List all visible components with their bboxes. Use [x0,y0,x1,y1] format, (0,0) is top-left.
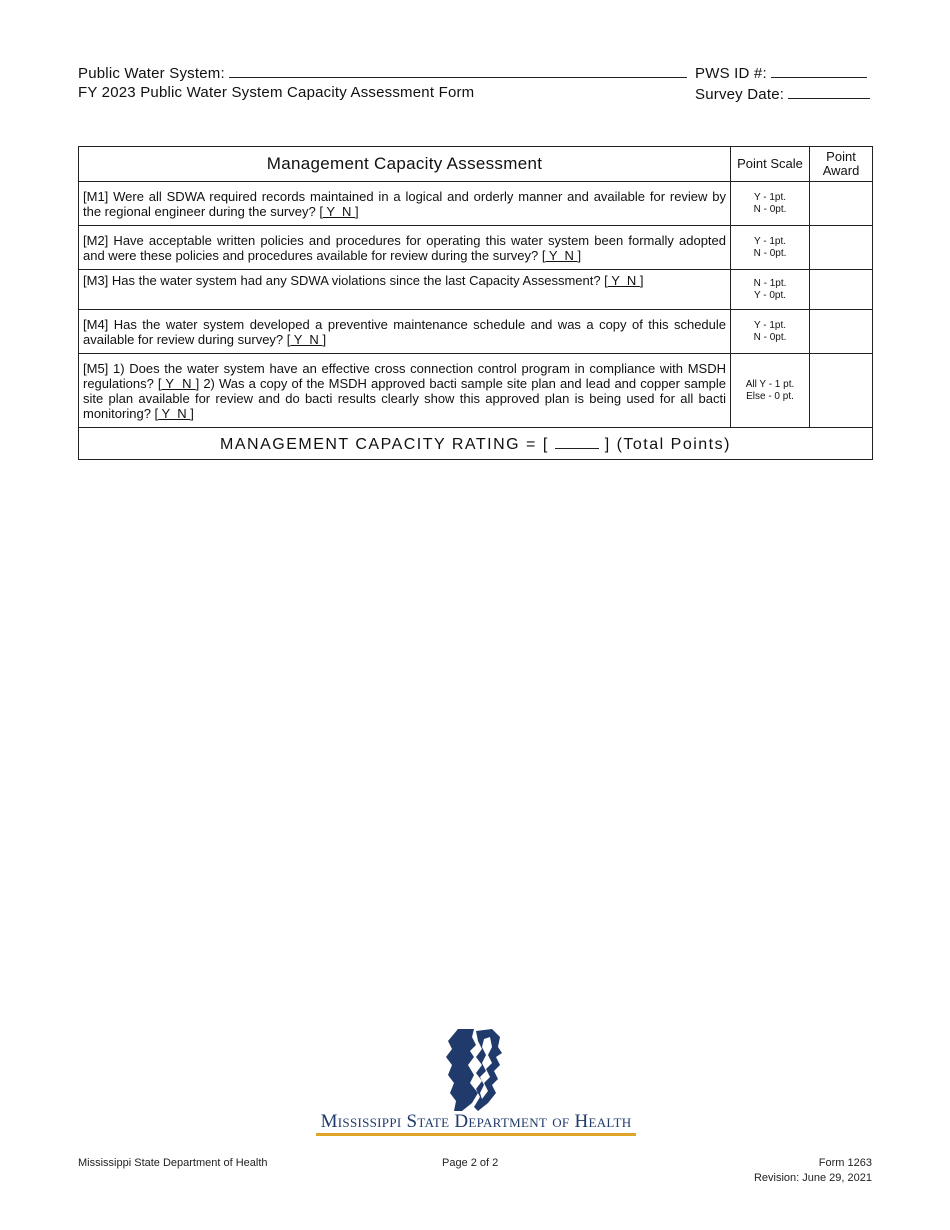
point-award-m3[interactable] [810,270,873,310]
point-award-m1[interactable] [810,182,873,226]
footer-page-number: Page 2 of 2 [442,1157,499,1169]
yn-answer[interactable]: Y N [290,331,323,347]
yn-answer[interactable]: Y N [545,247,578,263]
management-capacity-rating: MANAGEMENT CAPACITY RATING = [ ] (Total Points) [79,428,873,460]
point-scale-header: Point Scale [731,147,810,182]
pws-name-line[interactable] [229,63,687,78]
footer-revision: Revision: June 29, 2021 [753,1172,872,1184]
form-title: FY 2023 Public Water System Capacity Assessment Form [78,84,475,101]
yn-answer[interactable]: Y N [158,405,191,421]
table-row [79,270,873,310]
yn-answer[interactable]: Y N [322,203,355,219]
pws-label: Public Water System: [78,65,225,82]
question-m5: [M5] 1) Does the water system have an effective cross connection control program in compliance with MSDH regulations? [ Y N ] 2) Was a copy of the MSDH approved bacti sample site plan and lead and copper sample site plan available for review and do bacti results clearly show this approved plan is being used for all bacti monitoring? [ Y N ] [79,354,731,428]
pws-id-label: PWS ID #: [695,65,767,82]
question-m2: [M2] Have acceptable written policies and procedures for operating this water system been formally adopted and were these policies and procedures available for review during the survey? [ Y N ] [79,226,731,270]
survey-date-field-row [695,84,870,103]
total-points-blank[interactable] [555,434,599,449]
survey-date-label: Survey Date: [695,86,785,103]
question-m1: [M1] Were all SDWA required records maintained in a logical and orderly manner and available for review by the regional engineer during the survey? [ Y N ] [79,182,731,226]
pws-name-field-row [78,63,687,82]
logo-underline [316,1133,636,1136]
yn-answer[interactable]: Y N [161,375,196,391]
point-scale-m4: Y - 1pt. N - 0pt. [731,310,810,354]
table-row [79,226,873,270]
point-scale-m1: Y - 1pt. N - 0pt. [731,182,810,226]
footer-department: Mississippi State Department of Health [78,1157,268,1169]
question-m4: [M4] Has the water system developed a preventive maintenance schedule and was a copy of this schedule available for review during survey? [ Y N ] [79,310,731,354]
table-row [79,310,873,354]
management-capacity-table [78,146,873,460]
rating-row [79,428,873,460]
pws-id-line[interactable] [771,63,867,78]
table-title: Management Capacity Assessment [79,147,731,182]
point-award-m2[interactable] [810,226,873,270]
question-m3: [M3] Has the water system had any SDWA violations since the last Capacity Assessment? [ Y N ] [79,270,731,310]
mississippi-profile-icon [316,1027,636,1111]
msdh-wordmark: Mississippi State Department of Health [320,1111,632,1132]
survey-date-line[interactable] [788,84,870,99]
msdh-logo [316,1027,636,1137]
point-scale-m2: Y - 1pt. N - 0pt. [731,226,810,270]
table-row [79,354,873,428]
pws-id-field-row [695,63,867,82]
table-header-row [79,147,873,182]
point-award-header: Point Award [810,147,873,182]
point-award-m4[interactable] [810,310,873,354]
point-scale-m5: All Y - 1 pt. Else - 0 pt. [731,354,810,428]
yn-answer[interactable]: Y N [607,273,640,288]
footer-form-number: Form 1263 [818,1157,872,1169]
point-award-m5[interactable] [810,354,873,428]
table-row [79,182,873,226]
point-scale-m3: N - 1pt. Y - 0pt. [731,270,810,310]
